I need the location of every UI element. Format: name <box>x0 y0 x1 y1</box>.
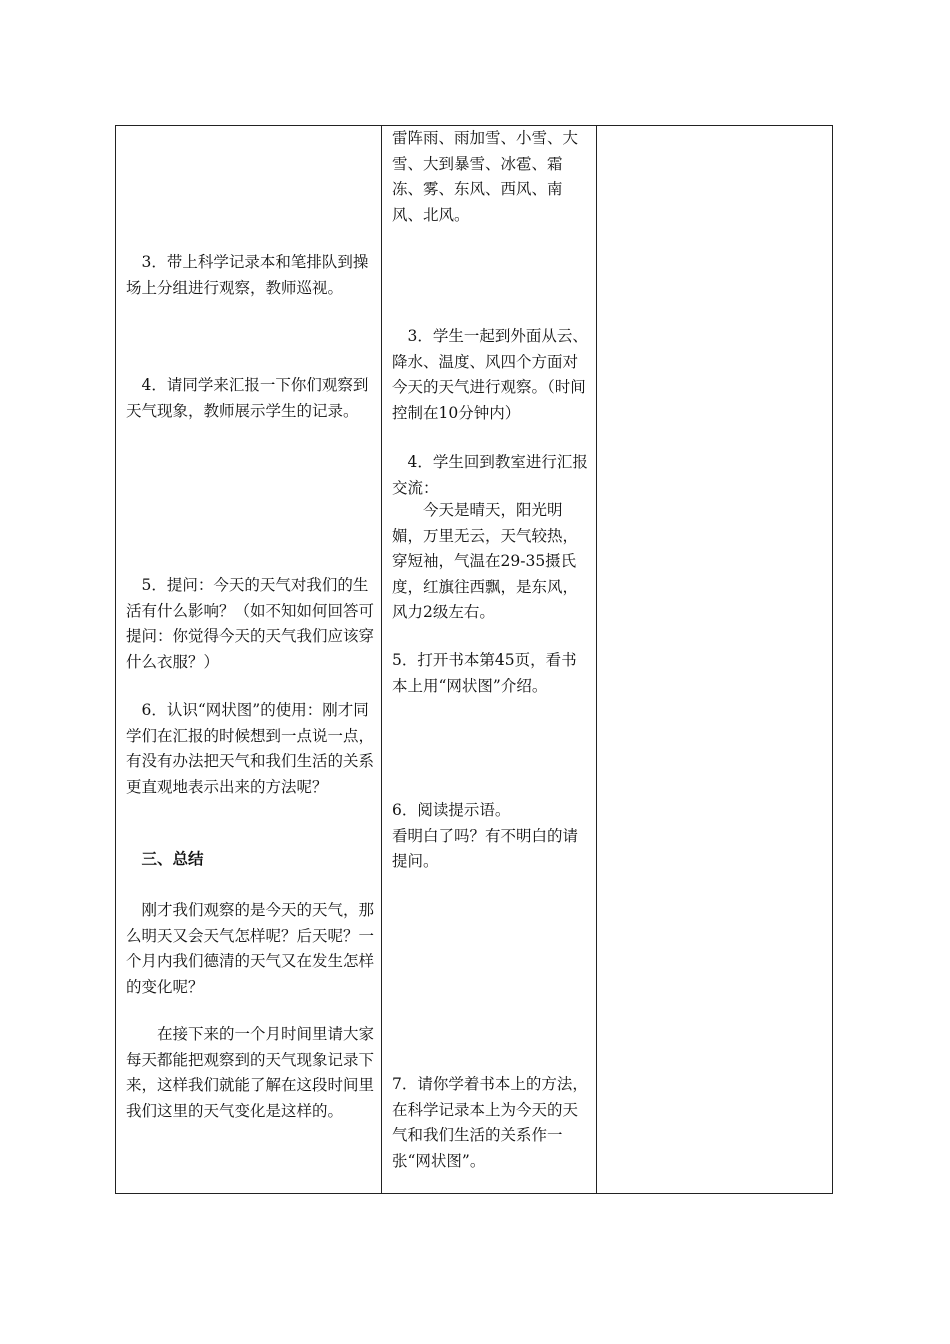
student-activity-column <box>382 126 596 1193</box>
student-step-5: 5．打开书本第45页，看书本上用“网状图”介绍。 <box>392 651 577 695</box>
notes-column <box>597 126 833 1193</box>
teacher-step-3: 3．带上科学记录本和笔排队到操场上分组进行观察，教师巡视。 <box>126 253 369 297</box>
teacher-step-6: 6．认识“网状图”的使用：刚才同学们在汇报的时候想到一点说一点，有没有办法把天气和我们生活的关系更直观地表示出来的方法呢？ <box>126 701 375 796</box>
student-step-4-intro: 4．学生回到教室进行汇报交流： <box>392 453 588 497</box>
summary-paragraph-1: 刚才我们观察的是今天的天气，那么明天又会天气怎样呢？后天呢？一个月内我们德清的天气又在发生怎样的变化呢？ <box>126 901 375 996</box>
student-weather-report: 今天是晴天，阳光明媚，万里无云，天气较热，穿短袖，气温在29-35摄氏度，红旗往西飘，是东风，风力2级左右。 <box>392 501 579 621</box>
summary-paragraph-2: 在接下来的一个月时间里请大家每天都能把观察到的天气现象记录下来，这样我们就能了解在这段时间里我们这里的天气变化是这样的。 <box>126 1025 375 1120</box>
teacher-step-4: 4．请同学来汇报一下你们观察到天气现象，教师展示学生的记录。 <box>126 376 369 420</box>
teacher-step-5: 5．提问：今天的天气对我们的生活有什么影响？（如不知如何回答可提问：你觉得今天的天气我们应该穿什么衣服？） <box>126 576 375 671</box>
lesson-table <box>115 125 833 1194</box>
teacher-activity-column <box>116 126 381 1193</box>
student-step-7: 7．请你学着书本上的方法，在科学记录本上为今天的天气和我们生活的关系作一张“网状图”。 <box>392 1075 588 1170</box>
summary-heading: 三、总结 <box>126 850 204 868</box>
weather-terms: 雷阵雨、雨加雪、小雪、大雪、大到暴雪、冰雹、霜冻、雾、东风、西风、南风、北风。 <box>392 129 579 224</box>
student-step-3: 3．学生一起到外面从云、降水、温度、风四个方面对今天的天气进行观察。（时间控制在10分钟内） <box>392 327 588 422</box>
student-step-6: 6．阅读提示语。 看明白了吗？有不明白的请提问。 <box>392 801 579 870</box>
